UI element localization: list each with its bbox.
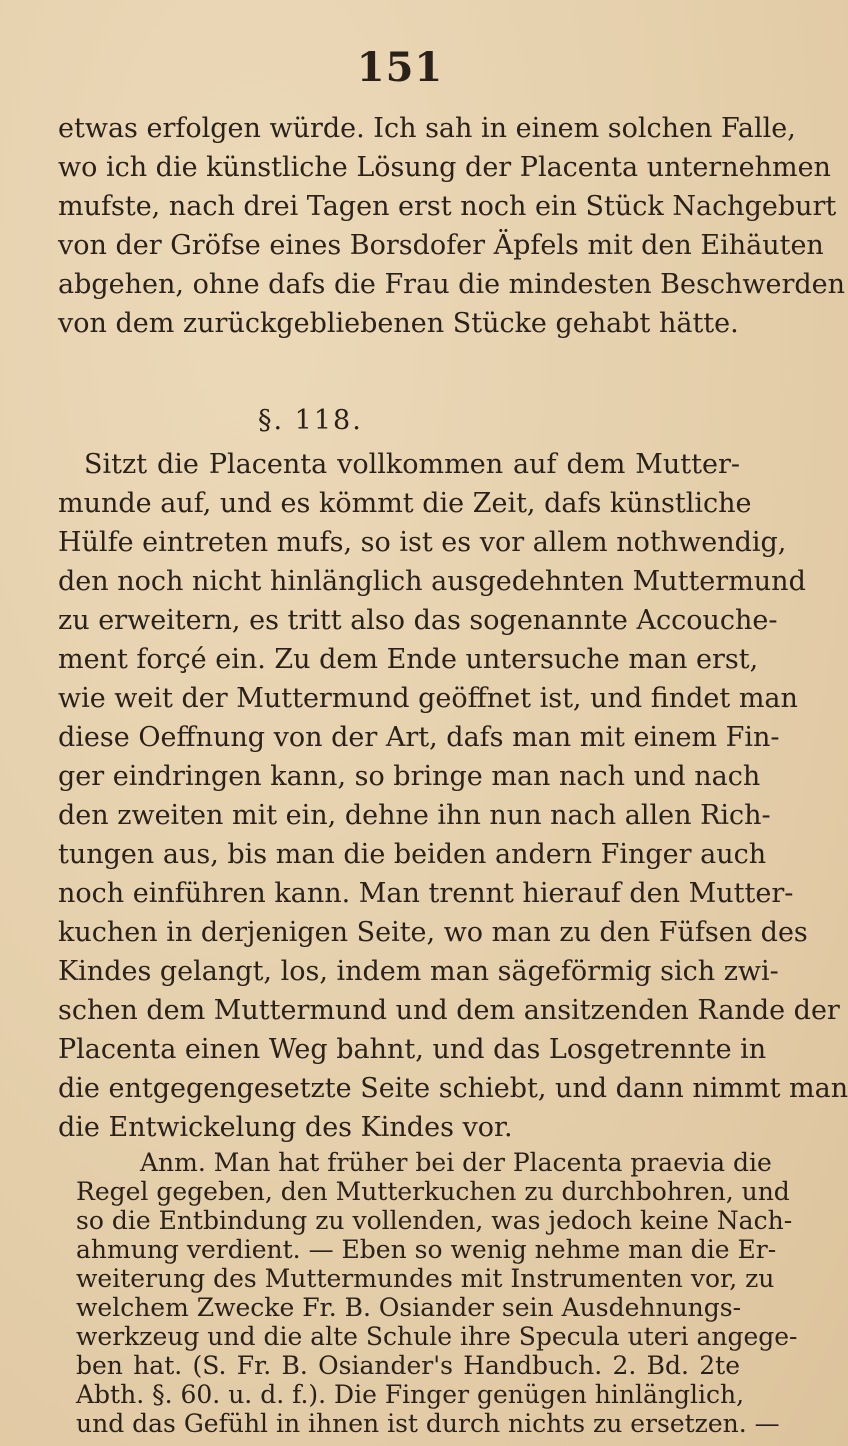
carryover-line: abgehen, ohne dafs die Frau die mindesten Beschwerden: [58, 269, 846, 300]
note-line: welchem Zwecke Fr. B. Osiander sein Ausdehnungs-: [76, 1293, 742, 1322]
note-line: Regel gegeben, den Mutterkuchen zu durchbohren, und: [76, 1177, 790, 1206]
note-line: weiterung des Muttermundes mit Instrumenten vor, zu: [76, 1264, 775, 1293]
section-line: Sitzt die Placenta vollkommen auf dem Mutter-: [84, 449, 740, 480]
section-line: Placenta einen Weg bahnt, und das Losgetrennte in: [58, 1034, 767, 1065]
note-line: so die Entbindung zu vollenden, was jedoch keine Nach-: [76, 1206, 793, 1235]
note-line: und das Gefühl in ihnen ist durch nichts zu ersetzen. —: [76, 1409, 780, 1438]
note-line: Anm. Man hat früher bei der Placenta praevia die: [140, 1148, 772, 1177]
section-line: den noch nicht hinlänglich ausgedehnten Muttermund: [58, 566, 806, 597]
section-line: ger eindringen kann, so bringe man nach und nach: [58, 761, 761, 792]
note-line: werkzeug und die alte Schule ihre Specula uteri angege-: [76, 1322, 798, 1351]
section-line: zu erweitern, es tritt also das sogenannte Accouche-: [58, 605, 778, 636]
section-line: diese Oeffnung von der Art, dafs man mit einem Fin-: [58, 722, 780, 753]
section-line: ment forçé ein. Zu dem Ende untersuche man erst,: [58, 644, 759, 675]
section-line: die Entwickelung des Kindes vor.: [58, 1112, 513, 1143]
section-line: tungen aus, bis man die beiden andern Finger auch: [58, 839, 767, 870]
section-line: kuchen in derjenigen Seite, wo man zu den Füfsen des: [58, 917, 808, 948]
carryover-line: mufste, nach drei Tagen erst noch ein Stück Nachgeburt: [58, 191, 837, 222]
section-line: den zweiten mit ein, dehne ihn nun nach allen Rich-: [58, 800, 771, 831]
section-line: schen dem Muttermund und dem ansitzenden Rande der: [58, 995, 840, 1026]
note-line: ahmung verdient. — Eben so wenig nehme man die Er-: [76, 1235, 777, 1264]
page-number: 151: [356, 44, 444, 91]
carryover-line: etwas erfolgen würde. Ich sah in einem solchen Falle,: [58, 113, 796, 144]
note-line: ben hat. (S. Fr. B. Osiander's Handbuch. 2. Bd. 2te: [76, 1351, 740, 1380]
carryover-line: wo ich die künstliche Lösung der Placenta unternehmen: [58, 152, 831, 183]
section-line: die entgegengesetzte Seite schiebt, und dann nimmt man: [58, 1073, 848, 1104]
section-line: munde auf, und es kömmt die Zeit, dafs künstliche: [58, 488, 752, 519]
section-line: noch einführen kann. Man trennt hierauf den Mutter-: [58, 878, 794, 909]
carryover-line: von dem zurückgebliebenen Stücke gehabt hätte.: [58, 308, 739, 339]
carryover-line: von der Gröfse eines Borsdofer Äpfels mit den Eihäuten: [58, 230, 824, 261]
section-heading: §. 118.: [258, 405, 363, 436]
section-line: Kindes gelangt, los, indem man sägeförmig sich zwi-: [58, 956, 779, 987]
note-line: Abth. §. 60. u. d. f.). Die Finger genügen hinlänglich,: [76, 1380, 745, 1409]
section-line: Hülfe eintreten mufs, so ist es vor allem nothwendig,: [58, 527, 787, 558]
section-line: wie weit der Muttermund geöffnet ist, und findet man: [58, 683, 798, 714]
